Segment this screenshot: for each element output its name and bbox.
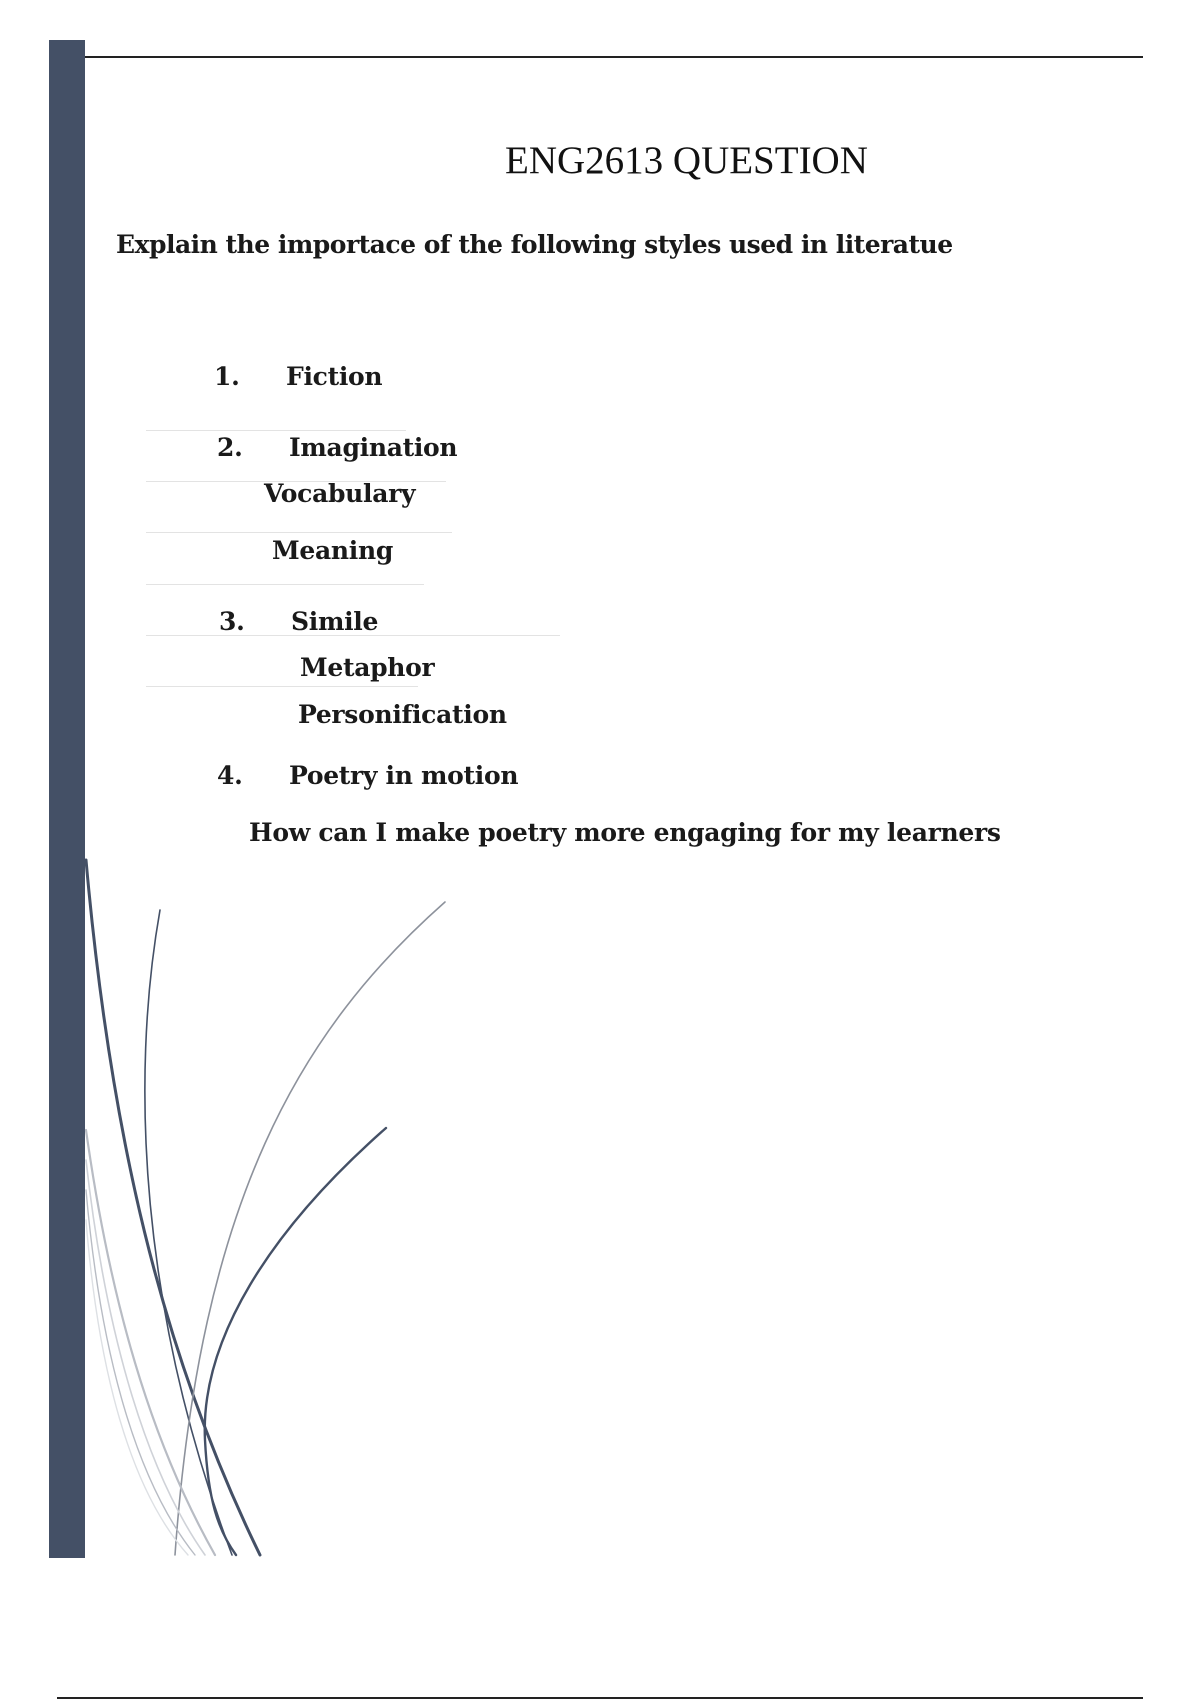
table-line xyxy=(146,584,424,585)
list-subitem: Personification xyxy=(298,700,507,729)
list-item-label: Simile xyxy=(291,607,379,636)
table-line xyxy=(146,686,418,687)
decorative-sidebar xyxy=(49,40,85,1558)
bottom-rule xyxy=(57,1697,1143,1699)
list-subitem: How can I make poetry more engaging for my learners xyxy=(249,818,1001,847)
table-line xyxy=(146,430,406,431)
question-prompt: Explain the importace of the following styles used in literatue xyxy=(116,230,953,259)
top-rule xyxy=(85,56,1143,58)
list-item-number: 3. xyxy=(219,607,245,636)
list-item xyxy=(214,362,382,391)
list-item-label: Fiction xyxy=(286,362,383,391)
table-line xyxy=(146,532,452,533)
list-item-number: 4. xyxy=(217,761,243,790)
list-item-number: 1. xyxy=(214,362,240,391)
list-subitem: Vocabulary xyxy=(264,479,416,508)
list-item xyxy=(217,761,518,790)
list-subitem: Meaning xyxy=(272,536,394,565)
document-title: ENG2613 QUESTION xyxy=(505,139,868,182)
list-item-number: 2. xyxy=(217,433,243,462)
list-item-label: Poetry in motion xyxy=(289,761,519,790)
list-item xyxy=(217,433,457,462)
list-item xyxy=(219,607,378,636)
list-subitem: Metaphor xyxy=(300,653,435,682)
list-item-label: Imagination xyxy=(289,433,458,462)
